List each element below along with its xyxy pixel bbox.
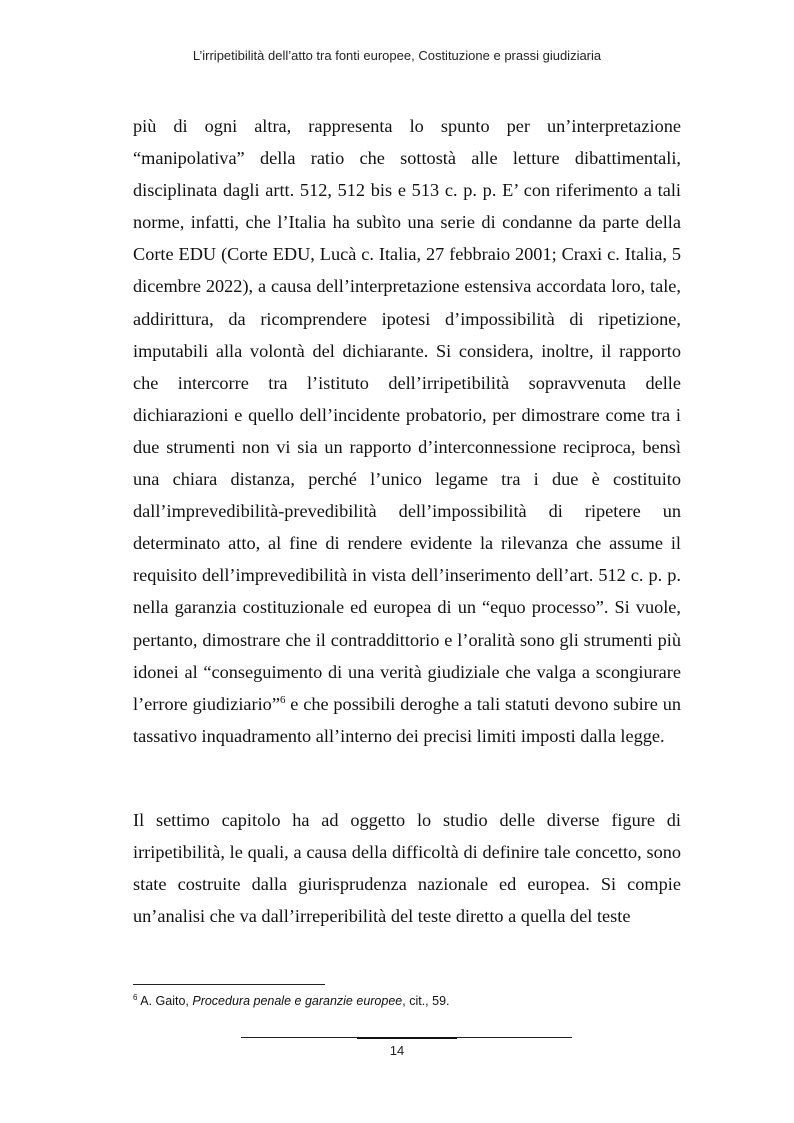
paragraph-1-text: più di ogni altra, rappresenta lo spunto per un’interpretazione “manipolativa” della ratio che sottostà alle letture dibattimentali, disciplinata dagli artt. 512, 512 bis e 513 c. p. p. E’ con riferimento a tali norme, infatti, che l’Italia ha subìto una serie di condanne da parte della Corte EDU (Corte EDU, Lucà c. Italia, 27 febbraio 2001; Craxi c. Italia, 5 dicembre 2022), a causa dell’interpretazione estensiva accordata loro, tale, addirittura, da ricomprendere ipotesi d’impossibilità di ripetizione, imputabili alla volontà del dichiarante. Si considera, inoltre, il rapporto che intercorre tra l’istituto dell’irripetibilità sopravvenuta delle dichiarazioni e quello dell’incidente probatorio, per dimostrare come tra i due strumenti non vi sia un rapporto d’interconnessione reciproca, bensì una chiara distanza, perché l’unico legame tra i due è costituito dall’imprevedibilità-prevedibilità dell’impossibilità di ripetere un determinato atto, al fine di rendere evidente la rilevanza che assume il requisito dell’imprevedibilità in vista dell’inserimento dell’art. 512 c. p. p. nella garanzia costituzionale ed europea di un “equo processo”. Si vuole, pertanto, dimostrare che il contraddittorio e l’oralità sono gli strumenti più idonei al “conseguimento di una verità giudiziale che valga a scongiurare l’errore giudiziario”: [133, 116, 681, 714]
paragraph-2: [133, 804, 681, 932]
footnote-author: A. Gaito,: [140, 994, 193, 1008]
footnote-title: Procedura penale e garanzie europee: [192, 994, 403, 1008]
paragraph-1: [133, 110, 681, 752]
footnote: [133, 994, 693, 1008]
footnote-citation: , cit., 59.: [402, 994, 450, 1008]
footnote-separator: [133, 984, 325, 985]
paragraph-2-text: Il settimo capitolo ha ad oggetto lo studio delle diverse figure di irripetibilità, le quali, a causa della difficoltà di definire tale concetto, sono state costruite dalla giurisprudenza nazionale ed europea. Si compie un’analisi che va dall’irreperibilità del teste diretto a quella del teste: [133, 810, 681, 927]
running-header: L’irripetibilità dell’atto tra fonti europee, Costituzione e prassi giudiziaria: [192, 48, 602, 63]
page-number: 14: [389, 1043, 405, 1058]
footnote-number: 6: [133, 992, 138, 1002]
footer-rule-accent: [357, 1037, 457, 1039]
footnote-reference[interactable]: 6: [279, 693, 286, 706]
paragraph-1-text-continued: e che possibili deroghe a tali statuti devono subire un tassativo inquadramento all’interno dei precisi limiti imposti dalla legge.: [133, 693, 681, 746]
